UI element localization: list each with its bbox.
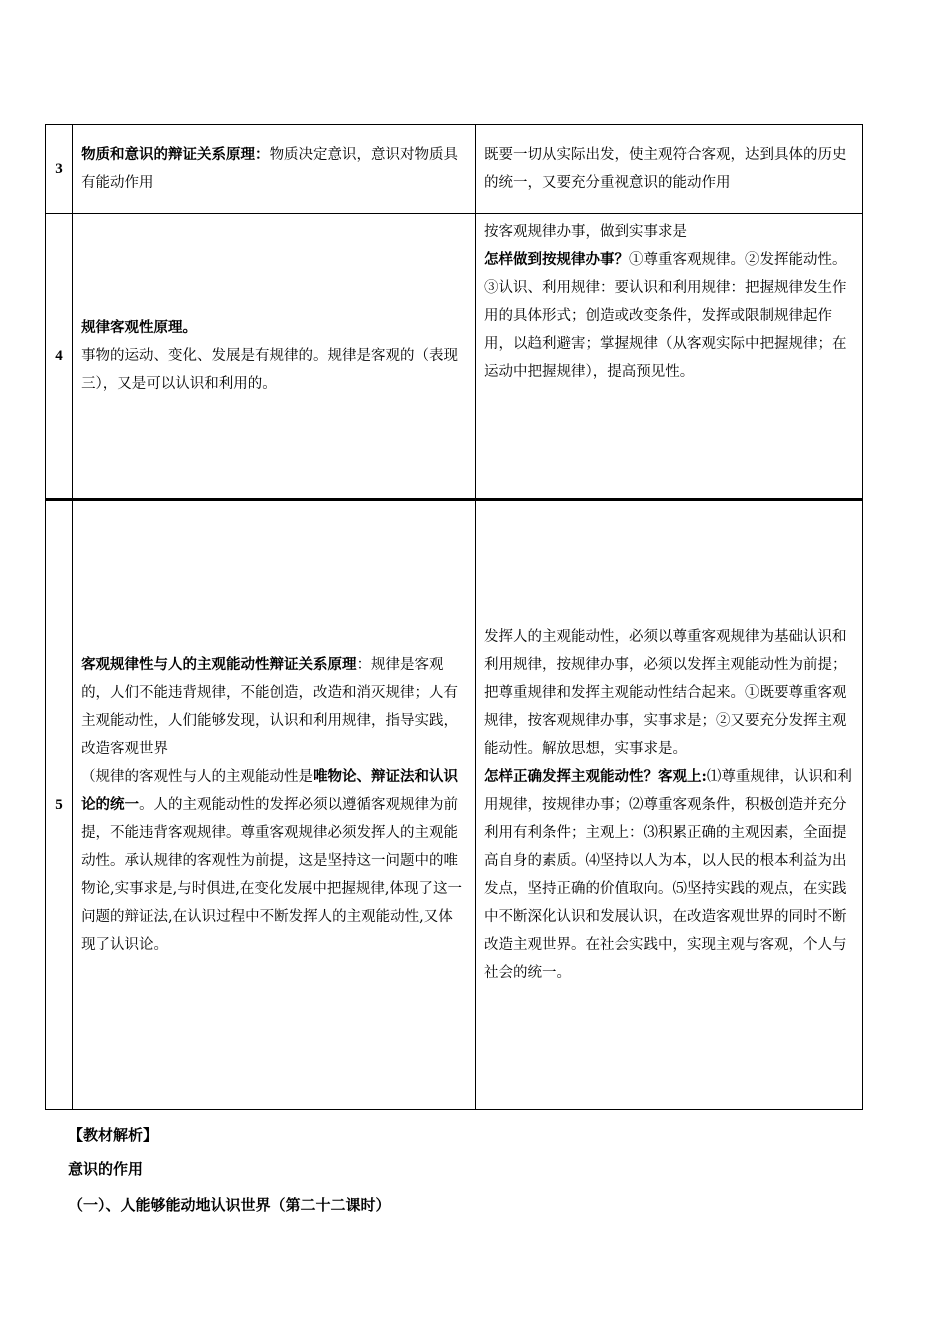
- methodology-cell: [476, 125, 863, 214]
- lesson-heading: （一）、人能够能动地认识世界（第二十二课时）: [68, 1196, 391, 1214]
- principle-title: 物质和意识的辩证关系原理：: [81, 146, 270, 163]
- row-number: 3: [46, 125, 73, 214]
- principle-text: ：规律是客观的，人们不能违背规律，不能创造，改造和消灭规律；人有主观能动性，人们能够发现，认识和利用规律，指导实践，改造客观世界: [81, 657, 459, 757]
- principles-table: [45, 124, 863, 1110]
- methodology-cell: [476, 500, 863, 1110]
- principle-note-bold: 唯物论、辩证法和认识论的统一: [81, 768, 459, 813]
- methodology-text: 既要一切从实际出发，使主观符合客观，达到具体的历史的统一，又要充分重视意识的能动作用: [484, 147, 847, 191]
- principle-note-b: 。人的主观能动性的发挥必须以遵循客观规律为前提，不能违背客观规律。尊重客观规律必须发挥人的主观能动性。承认规律的客观性为前提，这是坚持这一问题中的唯物论,实事求是,与时俱进,在变化发展中把握规律,体现了这一问题的辩证法,在认识过程中不断发挥人的主观能动性,又体现了认识论。: [81, 797, 462, 953]
- row-number: 4: [46, 214, 73, 500]
- methodology-text: 把尊重规律和发挥主观能动性结合起来。①既要尊重客观规律，按客观规律办事，实事求是；②又要充分发挥主观能动性。解放思想，实事求是。: [484, 685, 847, 757]
- section-heading: 【教材解析】: [68, 1126, 159, 1144]
- methodology-cell: [476, 214, 863, 500]
- table-row: [46, 500, 863, 1110]
- table-row: [46, 125, 863, 214]
- principle-text: 物质决定意识，意识对物质具有能动作用: [81, 147, 459, 191]
- methodology-text: 按客观规律办事，做到实事求是: [484, 224, 688, 240]
- table-row: [46, 214, 863, 500]
- principle-note-a: （规律的客观性与人的主观能动性是: [81, 769, 314, 785]
- principle-title: 客观规律性与人的主观能动性辩证关系原理: [81, 656, 357, 673]
- row-number: 5: [46, 500, 73, 1110]
- methodology-answer: ⑴尊重规律，认识和利用规律，按规律办事；⑵尊重客观条件，积极创造并充分利用有利条件；主观上：⑶积累正确的主观因素，全面提高自身的素质。⑷坚持以人为本，以人民的根本利益为出发点，坚持正确的价值取向。⑸坚持实践的观点，在实践中不断深化认识和发展认识，在改造客观世界的同时不断改造主观世界。在社会实践中，实现主观与客观，个人与社会的统一。: [484, 769, 852, 981]
- principle-cell: [73, 125, 476, 214]
- principle-cell: [73, 214, 476, 500]
- principle-text: 事物的运动、变化、发展是有规律的。规律是客观的（表现三），又是可以认识和利用的。: [81, 348, 459, 392]
- methodology-answer: ①尊重客观规律。②发挥能动性。③认识、利用规律：要认识和利用规律：把握规律发生作用的具体形式；创造或改变条件，发挥或限制规律起作用，以趋利避害；掌握规律（从客观实际中把握规律；在运动中把握规律），提高预见性。: [484, 252, 847, 380]
- principle-title: 规律客观性原理。: [81, 319, 198, 336]
- methodology-question: 怎样做到按规律办事？: [484, 251, 630, 268]
- section-subheading: 意识的作用: [68, 1160, 144, 1178]
- methodology-question: 怎样正确发挥主观能动性？客观上:: [484, 768, 707, 785]
- methodology-text: 发挥人的主观能动性，必须以尊重客观规律为基础认识和利用规律，按规律办事，必须以发挥主观能动性为前提；: [484, 629, 847, 673]
- principle-cell: [73, 500, 476, 1110]
